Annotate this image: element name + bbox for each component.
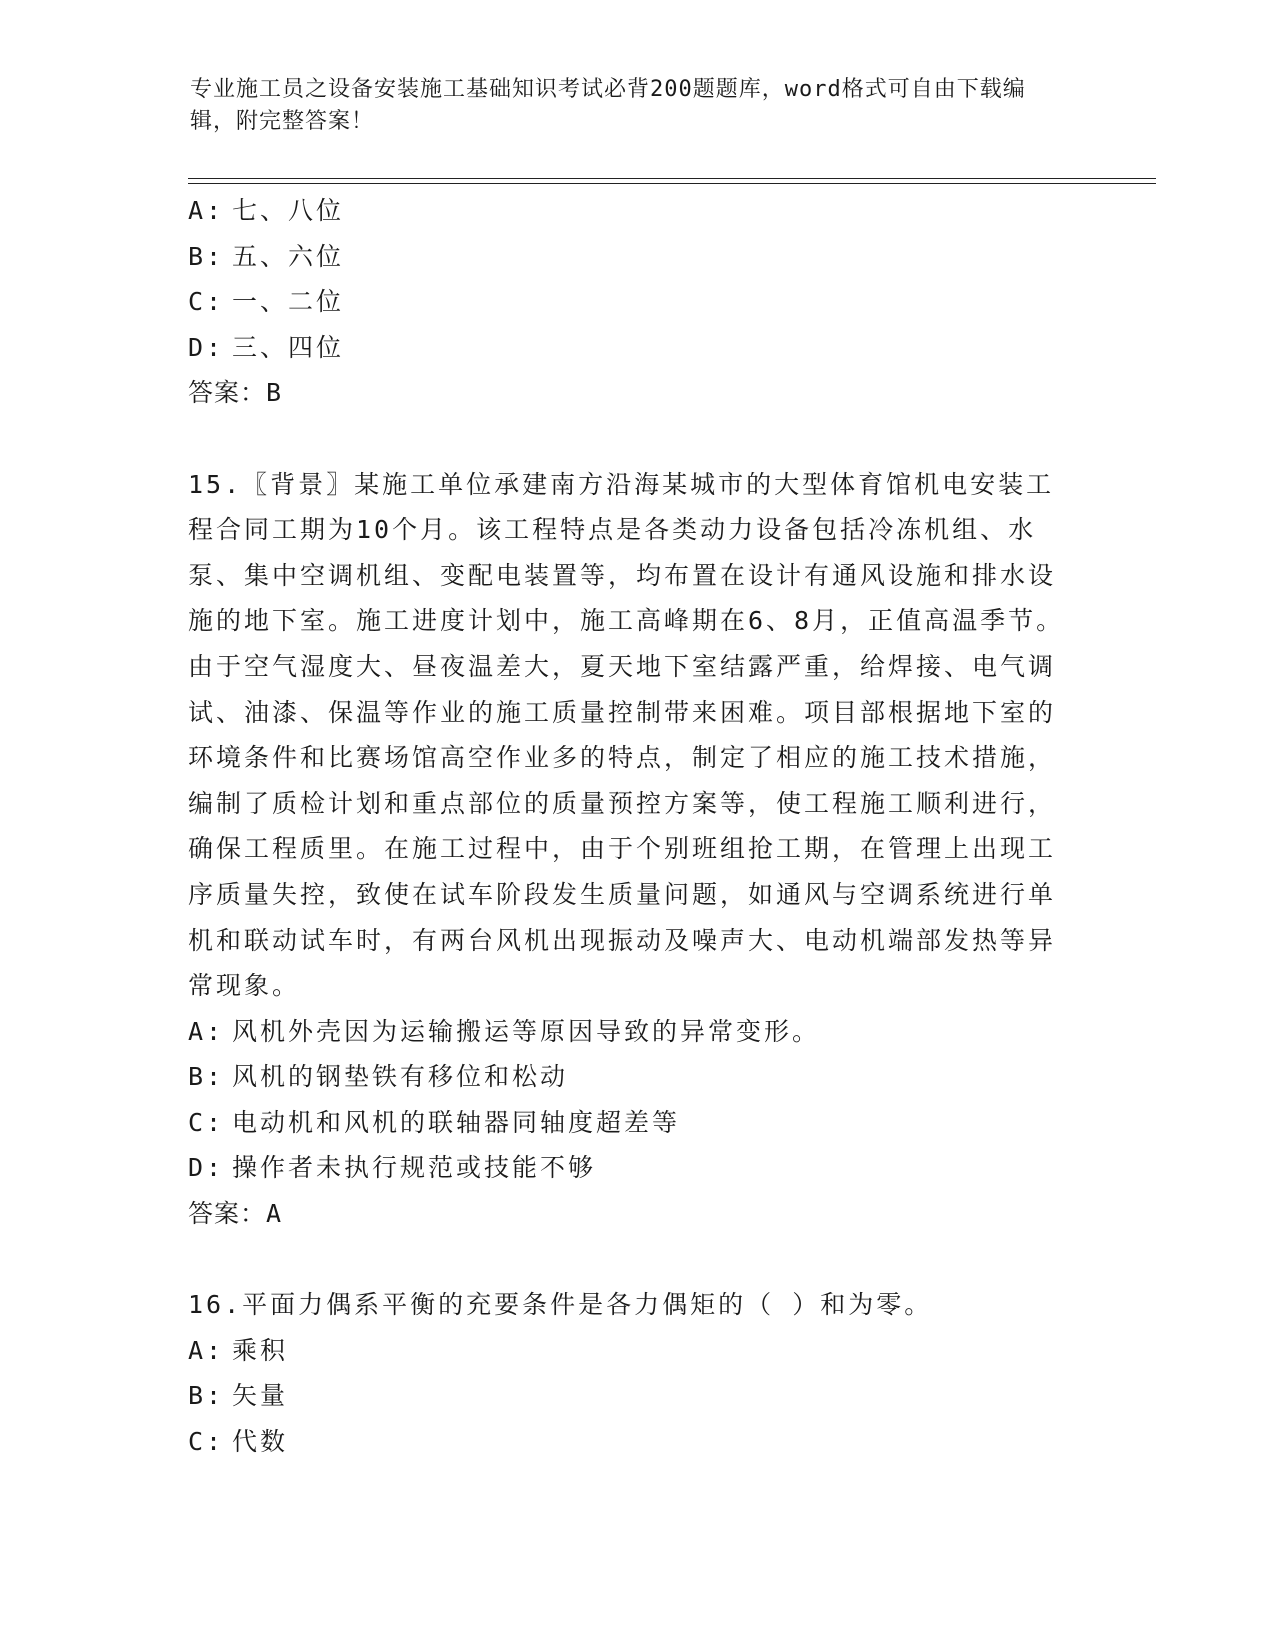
answer-line: 答案：B	[188, 378, 283, 408]
option-text: 操作者未执行规范或技能不够	[232, 1153, 597, 1183]
option-c	[188, 1419, 1088, 1465]
option-text: 乘积	[232, 1335, 289, 1365]
option-a	[188, 1009, 1088, 1055]
option-label: B:	[188, 1381, 225, 1411]
option-d	[188, 1145, 1088, 1191]
option-label: A:	[188, 1335, 225, 1365]
option-text: 一、二位	[232, 287, 345, 317]
option-b	[188, 1373, 1088, 1419]
option-label: B:	[188, 241, 225, 271]
option-text: 电动机和风机的联轴器同轴度超差等	[232, 1107, 681, 1137]
option-text: 风机外壳因为运输搬运等原因导致的异常变形。	[232, 1016, 821, 1046]
question-stem: 16.平面力偶系平衡的充要条件是各力偶矩的（ ）和为零。	[188, 1290, 933, 1320]
option-a	[188, 1328, 1088, 1374]
question-spacer	[188, 416, 1088, 462]
option-b	[188, 234, 1088, 280]
option-label: B:	[188, 1062, 225, 1092]
document-body	[188, 188, 1088, 1465]
option-label: D:	[188, 1153, 225, 1183]
option-text: 代数	[232, 1427, 289, 1457]
option-text: 五、六位	[232, 241, 345, 271]
option-label: D:	[188, 332, 225, 362]
option-text: 三、四位	[232, 332, 345, 362]
option-text: 矢量	[232, 1381, 289, 1411]
option-text: 风机的钢垫铁有移位和松动	[232, 1062, 569, 1092]
option-text: 七、八位	[232, 196, 345, 225]
option-label: A:	[188, 196, 225, 225]
option-label: A:	[188, 1016, 225, 1046]
answer-line: 答案：A	[188, 1199, 283, 1229]
document-header-title: 专业施工员之设备安装施工基础知识考试必背200题题库，word格式可自由下载编辑，附完整答案！	[190, 77, 1026, 134]
option-c	[188, 279, 1088, 325]
header-rule-top	[188, 178, 1156, 179]
option-label: C:	[188, 287, 225, 317]
question-stem: 15.〖背景〗某施工单位承建南方沿海某城市的大型体育馆机电安装工程合同工期为10个月。该工程特点是各类动力设备包括冷冻机组、水泵、集中空调机组、变配电装置等，均布置在设计有通风设施和排水设施的地下室。施工进度计划中，施工高峰期在6、8月，正值高温季节。由于空气湿度大、昼夜温差大，夏天地下室结露严重，给焊接、电气调试、油漆、保温等作业的施工质量控制带来困难。项目部根据地下室的环境条件和比赛场馆高空作业多的特点，制定了相应的施工技术措施，编制了质检计划和重点部位的质量预控方案等，使工程施工顺利进行，确保工程质里。在施工过程中，由于个别班组抢工期，在管理上出现工序质量失控，致使在试车阶段发生质量问题，如通风与空调系统进行单机和联动试车时，有两台风机出现振动及噪声大、电动机端部发热等异常现象。	[188, 469, 1065, 1001]
question-block	[188, 1282, 1088, 1464]
option-label: C:	[188, 1107, 225, 1137]
option-c	[188, 1100, 1088, 1146]
option-label: C:	[188, 1427, 225, 1457]
question-spacer	[188, 1237, 1088, 1283]
header-rule-bottom	[188, 183, 1156, 184]
question-block	[188, 462, 1088, 1237]
option-b	[188, 1054, 1088, 1100]
option-a	[188, 188, 1088, 234]
option-d	[188, 325, 1088, 371]
question-block	[188, 188, 1088, 416]
